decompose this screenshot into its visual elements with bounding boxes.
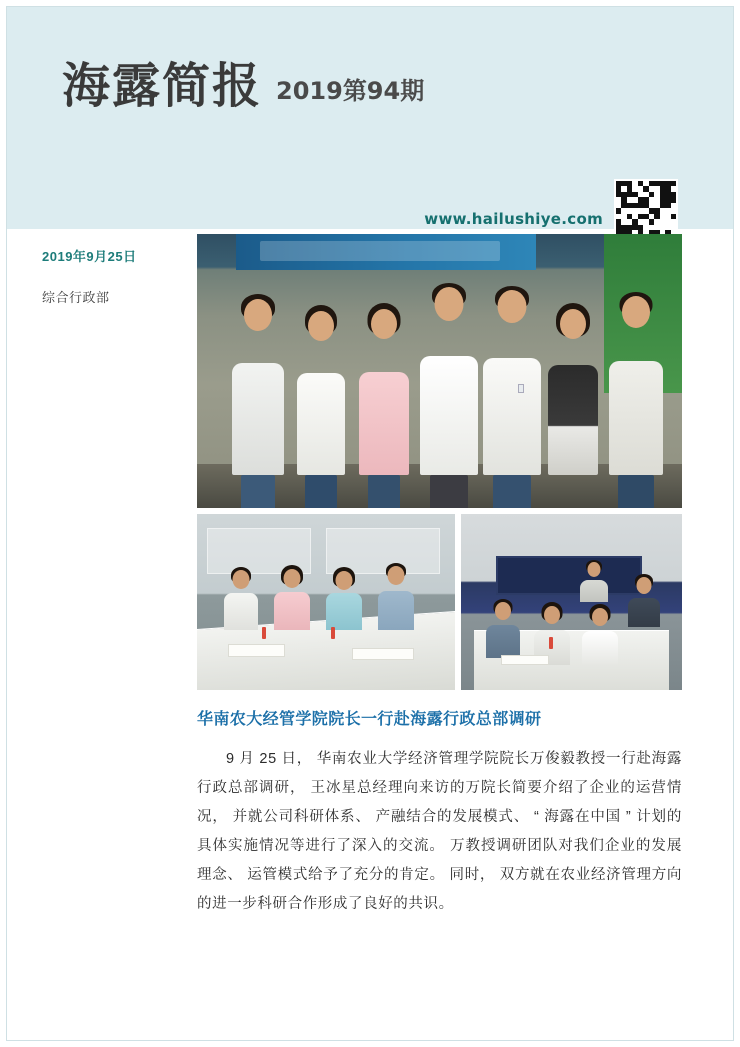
issuing-department: 综合行政部 [42, 290, 110, 305]
display-screen [496, 556, 642, 595]
person-3 [352, 303, 415, 476]
publication-title: 海露简报 [62, 58, 263, 114]
person-5 [478, 286, 546, 475]
website-url[interactable]: www.hailushiye.com [424, 210, 603, 228]
attendee [218, 567, 264, 630]
article-body: 9 月 25 日， 华南农业大学经济管理学院院长万俊毅教授一行赴海露行政总部调研， 王冰星总经理向来访的万院长简要介绍了企业的运营情况， 并就公司科研体系、 产融结合的发展模式、 “ 海露在中国 ” 计划的具体实施情况等进行了深入的交流。 万教授调研团队对我们企业的发展理念、 运管模式给予了充分的肯定。 同时， 双方就在农业经济管理方向的进一步科研合作形成了良好的共识。 [197, 751, 682, 912]
masthead [62, 58, 425, 114]
group-photo [197, 234, 682, 508]
attendee [372, 563, 418, 630]
attendee [580, 604, 620, 666]
person-4 [415, 283, 483, 475]
meta-column [42, 246, 187, 306]
person-6 [541, 303, 604, 476]
documents [228, 644, 285, 656]
meeting-photo-left [197, 514, 455, 690]
attendee [625, 574, 665, 627]
article [197, 706, 682, 919]
water-bottle [331, 627, 335, 639]
header-band [7, 7, 733, 229]
person-2 [289, 305, 352, 475]
attendee [576, 560, 611, 602]
attendee [483, 599, 523, 659]
publication-date: 2019年9月25日 [42, 249, 137, 264]
person-7 [604, 292, 667, 476]
person-1 [226, 294, 289, 475]
issue-label: 2019第94期 [276, 77, 425, 105]
meeting-photo-right [461, 514, 682, 690]
attendee [321, 567, 367, 630]
article-title: 华南农大经管学院院长一行赴海露行政总部调研 [197, 711, 542, 728]
water-bottle [549, 637, 553, 649]
attendee [269, 565, 315, 630]
water-bottle [262, 627, 266, 639]
documents [501, 655, 550, 666]
documents [352, 648, 414, 660]
backdrop-banner [236, 234, 537, 270]
